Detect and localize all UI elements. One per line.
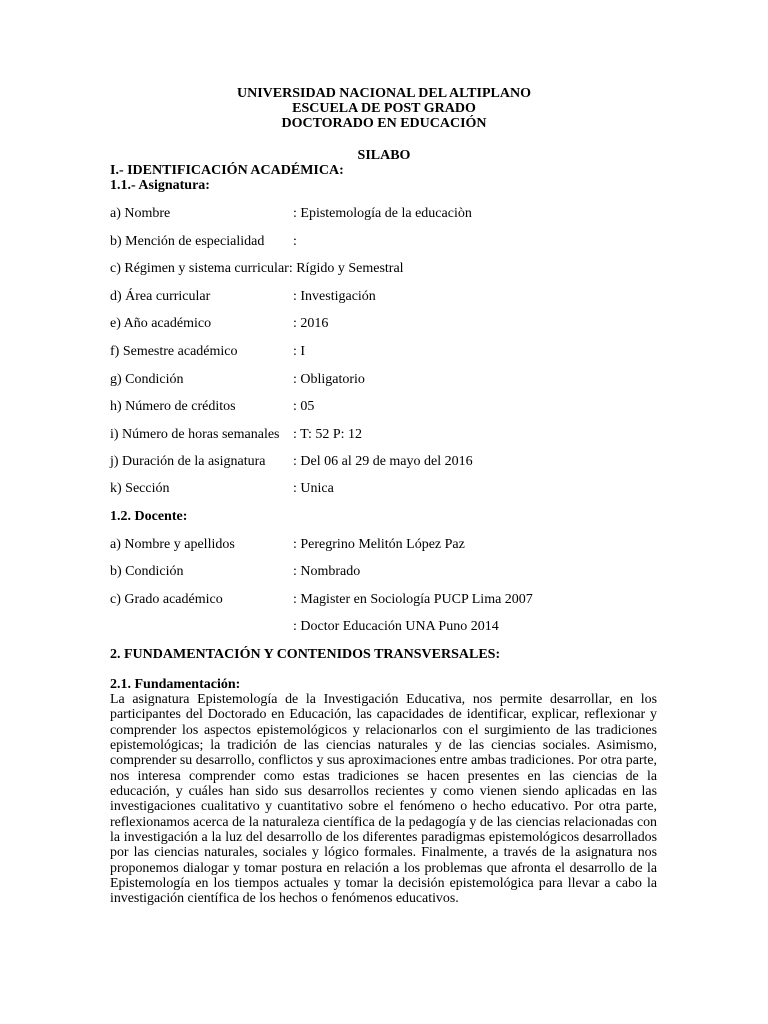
program-name: DOCTORADO EN EDUCACIÓN <box>281 116 487 131</box>
fundamentacion-paragraph: La asignatura Epistemología de la Investigación Educativa, nos permite desarrollar, en los participantes del Doctorado en Educación, las capacidades de identificar, explicar, reflexionar y comprender los aspectos epistemológicos y relacionarlos con el surgimiento de las tradiciones epistemológicas; la tradición de las ciencias naturales y de las ciencias sociales. Asimismo, comprender su desarrollo, conflictos y sus aproximaciones entre ambas tradiciones. Por otra parte, nos interesa comprender como estas tradiciones se hacen presentes en las ciencias de la educación, y cuáles han sido sus desarrollos recientes y como vienen siendo aplicadas en las investigaciones cualitativo y cuantitativo sobre el fenómeno o hecho educativo. Por otra parte, reflexionamos acerca de la naturaleza científica de la pedagogía y de las ciencias relacionadas con la investigación a la luz del desarrollo de los diferentes paradigmas epistemológicos desarrollados por las ciencias naturales, sociales y lógico formales. Finalmente, a través de la asignatura nos proponemos dialogar y tomar postura en relación a los problemas que afronta el desarrollo de la Epistemología en los tiempos actuales y tomar la decisión epistemológica para llevar a cabo la investigación científica de los hechos o fenómenos educativos. <box>110 692 657 907</box>
field-label: b) Condición <box>110 564 184 579</box>
field-value: : Rígido y Semestral <box>288 261 404 276</box>
field-value: : <box>293 234 297 249</box>
field-label: k) Sección <box>110 481 170 496</box>
field-anio <box>110 316 670 332</box>
field-label: i) Número de horas semanales <box>110 427 280 442</box>
field-condicion <box>110 372 670 388</box>
field-label: j) Duración de la asignatura <box>110 454 266 469</box>
field-label: c) Grado académico <box>110 592 223 607</box>
field-label: a) Nombre <box>110 206 171 221</box>
field-value: : Del 06 al 29 de mayo del 2016 <box>293 454 473 469</box>
field-docente-condicion <box>110 564 670 580</box>
field-value: : Peregrino Melitón López Paz <box>293 537 465 552</box>
field-semestre <box>110 344 670 360</box>
field-creditos <box>110 399 670 415</box>
field-value: : Investigación <box>293 289 376 304</box>
field-value: : Nombrado <box>293 564 361 579</box>
field-label: g) Condición <box>110 372 184 387</box>
university-name: UNIVERSIDAD NACIONAL DEL ALTIPLANO <box>237 86 531 101</box>
docente-title: 1.2. Docente: <box>110 509 188 524</box>
school-name: ESCUELA DE POST GRADO <box>292 101 476 116</box>
field-mencion <box>110 234 670 250</box>
field-docente-grado <box>110 592 670 608</box>
field-value: : Unica <box>293 481 334 496</box>
field-docente-grado-2 <box>110 619 670 635</box>
field-label: f) Semestre académico <box>110 344 238 359</box>
field-value: : 05 <box>293 399 315 414</box>
field-value: : Doctor Educación UNA Puno 2014 <box>293 619 499 634</box>
document-title: SILABO <box>357 148 411 163</box>
field-horas <box>110 427 670 443</box>
field-label: e) Año académico <box>110 316 212 331</box>
section-1-1-subtitle: 1.1.- Asignatura: <box>110 178 210 193</box>
field-regimen <box>110 261 670 277</box>
field-area <box>110 289 670 305</box>
section-1-title: I.- IDENTIFICACIÓN ACADÉMICA: <box>110 163 344 178</box>
field-value: : T: 52 P: 12 <box>293 427 363 442</box>
field-label: b) Mención de especialidad <box>110 234 265 249</box>
field-docente-nombre <box>110 537 670 553</box>
section-2-title: 2. FUNDAMENTACIÓN Y CONTENIDOS TRANSVERSALES: <box>110 647 501 662</box>
field-value: : Epistemología de la educaciòn <box>293 206 472 221</box>
field-nombre <box>110 206 670 222</box>
field-label: a) Nombre y apellidos <box>110 537 235 552</box>
field-label: h) Número de créditos <box>110 399 236 414</box>
field-value: : I <box>293 344 306 359</box>
field-value: : 2016 <box>293 316 329 331</box>
field-seccion <box>110 481 670 497</box>
field-value: : Obligatorio <box>293 372 365 387</box>
section-2-1-subtitle: 2.1. Fundamentación: <box>110 677 241 692</box>
field-value: : Magister en Sociología PUCP Lima 2007 <box>293 592 533 607</box>
field-duracion <box>110 454 670 470</box>
field-label: d) Área curricular <box>110 289 211 304</box>
field-label: c) Régimen y sistema curricular <box>110 261 289 276</box>
